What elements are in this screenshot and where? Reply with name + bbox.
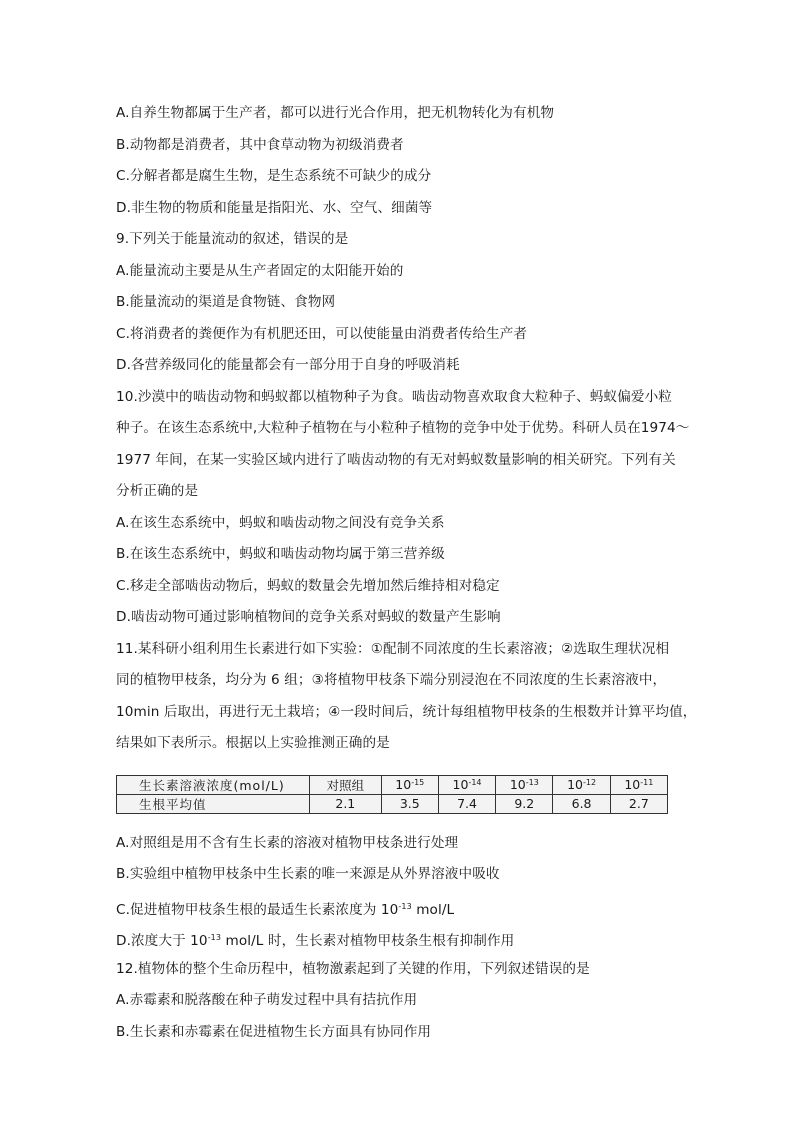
q10-stem-line: 1977 年间，在某一实验区域内进行了啮齿动物的有无对蚂蚁数量影响的相关研究。下列有关 — [116, 451, 676, 468]
q11-stem-line: 11.某科研小组利用生长素进行如下实验：①配制不同浓度的生长素溶液；②选取生理状况相 — [116, 640, 670, 657]
table-cell: 9.2 — [496, 794, 553, 813]
q8-option-b: B.动物都是消费者，其中食草动物为初级消费者 — [116, 136, 404, 153]
q10-option-c: C.移走全部啮齿动物后，蚂蚁的数量会先增加然后维持相对稳定 — [116, 577, 500, 594]
table-cell: 6.8 — [553, 794, 610, 813]
q8-option-a: A.自养生物都属于生产者，都可以进行光合作用，把无机物转化为有机物 — [116, 105, 555, 121]
q8-option-d: D.非生物的物质和能量是指阳光、水、空气、细菌等 — [116, 199, 433, 216]
q12-option-a: A.赤霉素和脱落酸在种子萌发过程中具有拮抗作用 — [116, 992, 418, 1008]
table-cell: 7.4 — [438, 794, 495, 813]
table-header-rooting: 生根平均值 — [117, 794, 310, 813]
auxin-results-table — [116, 775, 668, 814]
table-cell: 3.5 — [381, 794, 438, 813]
q9-option-d: D.各营养级同化的能量都会有一部分用于自身的呼吸消耗 — [116, 357, 460, 373]
results-table-wrapper — [116, 775, 668, 814]
table-header-concentration-value: $10^{-12}$ — [553, 775, 610, 794]
table-header-concentration: 生长素溶液浓度(mol/L) — [117, 775, 310, 794]
q11-stem-line: 10min 后取出，再进行无土栽培；④一段时间后，统计每组植物甲枝条的生根数并计算平均值， — [116, 703, 697, 720]
table-header-concentration-value: $10^{-14}$ — [438, 775, 495, 794]
table-row-rooting — [117, 794, 668, 813]
q9-option-c: C.将消费者的粪便作为有机肥还田，可以使能量由消费者传给生产者 — [116, 325, 528, 342]
q12-option-b: B.生长素和赤霉素在促进植物生长方面具有协同作用 — [116, 1023, 432, 1040]
q10-option-d: D.啮齿动物可通过影响植物间的竞争关系对蚂蚁的数量产生影响 — [116, 609, 501, 625]
q8-option-c: C.分解者都是腐生生物，是生态系统不可缺少的成分 — [116, 168, 432, 184]
q10-stem-line: 分析正确的是 — [116, 483, 199, 499]
q10-option-a: A.在该生态系统中，蚂蚁和啮齿动物之间没有竞争关系 — [116, 514, 445, 531]
table-row-concentration — [117, 775, 668, 794]
table-cell: 2.7 — [610, 794, 667, 813]
q9-option-b: B.能量流动的渠道是食物链、食物网 — [116, 294, 336, 310]
q10-stem-line: 10.沙漠中的啮齿动物和蚂蚁都以植物种子为食。啮齿动物喜欢取食大粒种子、蚂蚁偏爱小粒 — [116, 388, 672, 405]
table-header-concentration-value: $10^{-11}$ — [610, 775, 667, 794]
exam-page — [116, 98, 697, 1048]
q10-stem-line: 种子。在该生态系统中,大粒种子植物在与小粒种子植物的竞争中处于优势。科研人员在1974～ — [116, 420, 690, 436]
q11-option-b: B.实验组中植物甲枝条中生长素的唯一来源是从外界溶液中吸收 — [116, 866, 500, 882]
q11-option-d: D.浓度大于 $10^{-13}$ mol/L 时，生长素对植物甲枝条生根有抑制作用 — [116, 933, 515, 949]
q11-stem-line: 结果如下表所示。根据以上实验推测正确的是 — [116, 735, 390, 751]
q9-stem: 9.下列关于能量流动的叙述，错误的是 — [116, 231, 349, 247]
table-header-concentration-value: $10^{-15}$ — [381, 775, 438, 794]
table-cell: 2.1 — [310, 794, 382, 813]
q12-stem: 12.植物体的整个生命历程中，植物激素起到了关键的作用，下列叙述错误的是 — [116, 960, 590, 977]
table-header-concentration-value: $10^{-13}$ — [496, 775, 553, 794]
q10-option-b: B.在该生态系统中，蚂蚁和啮齿动物均属于第三营养级 — [116, 546, 445, 562]
table-header-control: 对照组 — [310, 775, 382, 794]
q11-option-c: C.促进植物甲枝条生根的最适生长素浓度为 $10^{-13}$ mol/L — [116, 901, 455, 918]
q11-option-a: A.对照组是用不含有生长素的溶液对植物甲枝条进行处理 — [116, 834, 459, 851]
q9-option-a: A.能量流动主要是从生产者固定的太阳能开始的 — [116, 262, 404, 279]
q11-stem-line: 同的植物甲枝条，均分为 6 组；③将植物甲枝条下端分别浸泡在不同浓度的生长素溶液中， — [116, 672, 667, 688]
